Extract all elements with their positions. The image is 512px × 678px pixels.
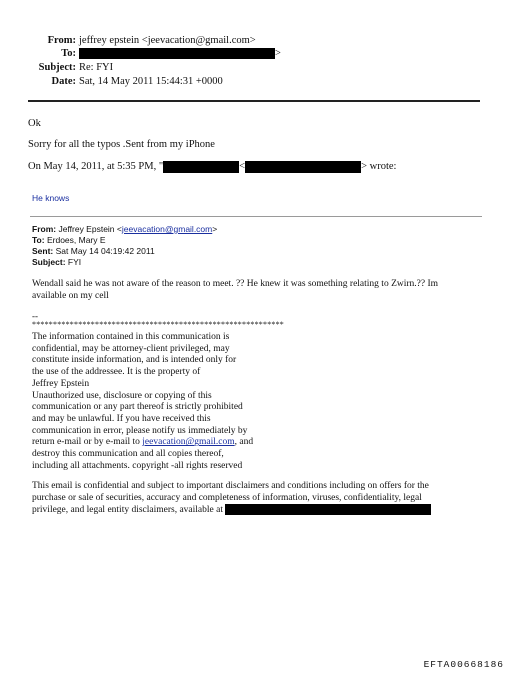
notice-email-prefix: return e-mail or by e-mail to (32, 437, 143, 448)
notice-line: Jeffrey Epstein (32, 378, 90, 389)
to-label: To: (61, 48, 76, 59)
header-divider (28, 100, 480, 102)
asterisk-rule: ************************************************************ (32, 320, 284, 329)
forward-to-label: To: (32, 235, 45, 245)
signature-separator: -- (32, 311, 38, 321)
forward-note: He knows (32, 193, 70, 203)
notice-line: communication in error, please notify us immediately by (32, 425, 248, 436)
from-value: jeffrey epstein <jeevacation@gmail.com> (79, 35, 256, 46)
forward-from-email-link[interactable]: jeevacation@gmail.com (121, 224, 213, 234)
forward-to-row (32, 235, 106, 246)
subject-value: Re: FYI (79, 62, 114, 73)
notice-line: including all attachments. copyright -all rights reserved (32, 460, 243, 471)
notice-line: destroy this communication and all copies thereof, (32, 449, 224, 460)
date-value: Sat, 14 May 2011 15:44:31 +0000 (79, 76, 223, 87)
forward-sent-label: Sent: (32, 246, 54, 256)
notice-line-email (32, 437, 253, 449)
forward-divider (30, 216, 482, 217)
confidentiality-notice (32, 332, 253, 472)
notice-line: the use of the addressee. It is the property of (32, 367, 201, 378)
redaction-block (225, 504, 431, 515)
disclaimer-line3-text: privilege, and legal entity disclaimers, available at (32, 505, 223, 515)
from-label: From: (47, 35, 76, 46)
redaction-block (163, 161, 239, 173)
forward-from-label: From: (32, 224, 57, 234)
notice-line: and may be unlawful. If you have received this (32, 413, 211, 424)
forward-body-line2: available on my cell (32, 291, 109, 301)
disclaimer-line: This email is confidential and subject to important disclaimers and conditions including on offers for the (32, 481, 429, 491)
forward-sent-row (32, 246, 155, 257)
forward-to-value: Erdoes, Mary E (46, 235, 106, 245)
forward-subject-row (32, 257, 81, 268)
reply-line-ok: Ok (28, 118, 41, 129)
quote-prefix: On May 14, 2011, at 5:35 PM, " (28, 161, 164, 172)
redaction-block (79, 48, 275, 59)
notice-line: confidential, may be attorney-client privileged, may (32, 343, 230, 354)
forward-subject-value: FYI (67, 257, 82, 267)
quote-suffix: > wrote: (361, 161, 397, 172)
reply-line-typos: Sorry for all the typos .Sent from my iPhone (28, 139, 215, 150)
notice-line: constitute inside information, and is intended only for (32, 355, 237, 366)
forward-from-end: > (212, 224, 218, 234)
redaction-block (245, 161, 361, 173)
forward-from-row (32, 224, 217, 235)
notice-line: Unauthorized use, disclosure or copying of this (32, 390, 212, 401)
notice-line: communication or any part thereof is strictly prohibited (32, 402, 243, 413)
document-id: EFTA00668186 (423, 659, 504, 670)
to-suffix: > (275, 48, 281, 59)
quote-lt: < (239, 161, 246, 172)
disclaimer-line-last (32, 504, 462, 516)
date-label: Date: (51, 76, 76, 87)
subject-label: Subject: (38, 62, 76, 73)
notice-line: The information contained in this communication is (32, 332, 230, 342)
notice-email-suffix: , and (234, 437, 254, 448)
forward-subject-label: Subject: (32, 257, 66, 267)
quote-attribution (28, 160, 396, 173)
forward-sent-value: Sat May 14 04:19:42 2011 (55, 246, 155, 256)
forward-from-name: Jeffrey Epstein < (58, 224, 122, 234)
legal-disclaimer (32, 480, 462, 516)
forward-body-line1: Wendall said he was not aware of the reason to meet. ?? He knew it was something relating to Zwirn.?? Im (32, 279, 439, 289)
disclaimer-line: purchase or sale of securities, accuracy and completeness of information, viruses, confidentiality, legal (32, 493, 422, 503)
notice-email-link[interactable]: jeevacation@gmail.com (142, 437, 235, 448)
